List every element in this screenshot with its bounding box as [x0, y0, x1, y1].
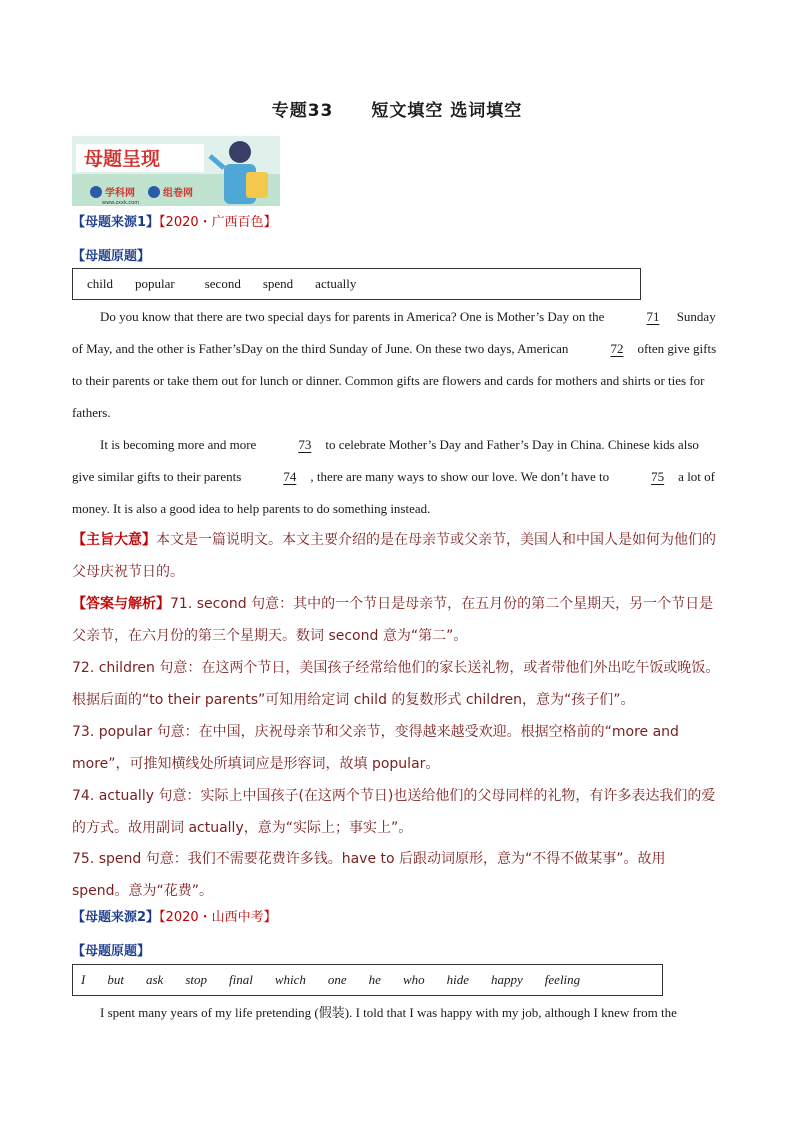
word-i: I: [81, 972, 86, 987]
blank-72: 72: [610, 341, 624, 356]
word-feeling: feeling: [544, 972, 581, 987]
answer-74-text: 句意：实际上中国孩子(在这两个节日)也送给他们的父母同样的礼物，有许多表达我们的爱的方式。故用副词 actually，意为“实际上；事实上”。: [72, 788, 716, 836]
main-idea-label: 【主旨大意】: [72, 532, 156, 548]
source-1-line: [72, 211, 277, 230]
original-label-2: 【母题原题】: [72, 944, 151, 959]
word-ask: ask: [145, 972, 164, 987]
blank-75: 75: [651, 469, 665, 484]
answer-71: [72, 588, 722, 652]
answer-72: [72, 652, 722, 716]
answer-73: [72, 716, 722, 780]
answers-label: 【答案与解析】: [72, 596, 170, 612]
word-who: who: [402, 972, 425, 987]
answer-73-key: 73. popular: [72, 724, 153, 740]
passage-text: a lot of money. It is also a good idea to help parents to do something instead.: [72, 469, 715, 516]
topic-number: 专题33: [271, 101, 334, 121]
main-idea: [72, 524, 722, 588]
source-2-label: 【母题来源2】: [72, 910, 160, 925]
answer-73-text: 句意：在中国，庆祝母亲节和父亲节，变得越来越受欢迎。根据空格前的“more and more”，可推知横线处所填词应是形容词，故填 popular。: [72, 724, 679, 772]
source-2-line: [72, 906, 277, 925]
word-child: child: [87, 276, 113, 291]
topic-name: 短文填空 选词填空: [371, 101, 523, 121]
word-final: final: [228, 972, 253, 987]
answer-72-key: 72. children: [72, 660, 155, 676]
passage-text: often give gifts to their parents or take them out for lunch or dinner. Common gifts are flowers and cards for mothers and shirts or ties for fathers.: [72, 341, 717, 420]
logo-xuekewang: 学科网: [105, 188, 135, 199]
answer-71-key: 71. second: [170, 596, 247, 612]
banner-image: [72, 136, 280, 206]
word-popular: popular: [135, 276, 175, 291]
answer-74: [72, 780, 722, 844]
blank-71: 71: [646, 309, 660, 324]
passage-1-paragraph-1: [72, 301, 722, 429]
passage-text: to celebrate Mother’s Day and Father’s Day in China. Chinese kids also give similar gifts to their parents: [72, 437, 699, 484]
banner-graphic: [72, 136, 280, 206]
source-1-year: 【2020・广西百色】: [159, 215, 277, 230]
word-but: but: [107, 972, 124, 987]
word-he: he: [368, 972, 381, 987]
passage-text: , there are many ways to show our love. We don’t have to: [310, 469, 610, 484]
word-hide: hide: [446, 972, 470, 987]
word-one: one: [327, 972, 347, 987]
blank-73: 73: [298, 437, 312, 452]
answer-75-key: 75. spend: [72, 851, 142, 867]
passage-text: It is becoming more and more: [100, 437, 257, 452]
passage-text: Sunday of May, and the other is Father’sDay on the third Sunday of June. On these two days, American: [72, 309, 716, 356]
answer-72-text: 句意：在这两个节日，美国孩子经常给他们的家长送礼物，或者带他们外出吃午饭或晚饭。根据后面的“to their parents”可知用给定词 child 的复数形式 children，意为“孩子们”。: [72, 660, 720, 708]
logo-zujuanwang: 组卷网: [163, 188, 193, 199]
word-spend: spend: [262, 276, 294, 291]
word-stop: stop: [185, 972, 207, 987]
word-box-2: [72, 964, 663, 996]
banner-heading: 母题呈现: [84, 148, 161, 170]
passage-text: Do you know that there are two special days for parents in America? One is Mother’s Day on the: [100, 309, 605, 324]
answer-75: [72, 843, 722, 907]
answer-71-text: 句意：其中的一个节日是母亲节，在五月份的第二个星期天，另一个节日是父亲节，在六月份的第三个星期天。数词 second 意为“第二”。: [72, 596, 714, 644]
word-which: which: [274, 972, 306, 987]
word-actually: actually: [315, 276, 357, 291]
word-happy: happy: [491, 972, 523, 987]
source-1-label: 【母题来源1】: [72, 215, 160, 230]
word-box-1: [72, 268, 641, 300]
main-idea-text: 本文是一篇说明文。本文主要介绍的是在母亲节或父亲节，美国人和中国人是如何为他们的父母庆祝节日的。: [72, 532, 716, 580]
blank-74: 74: [283, 469, 297, 484]
logo-xuekewang-url: www.zxxk.com: [102, 200, 140, 206]
passage-2-paragraph-1: I spent many years of my life pretending (假装). I told that I was happy with my job, although I knew from the: [100, 1005, 677, 1020]
passage-1-paragraph-2: [72, 429, 722, 525]
answer-74-key: 74. actually: [72, 788, 154, 804]
original-label-1: 【母题原题】: [72, 249, 151, 264]
source-2-year: 【2020・山西中考】: [159, 910, 277, 925]
word-second: second: [204, 276, 241, 291]
answer-75-text: 句意：我们不需要花费许多钱。have to 后跟动词原形，意为“不得不做某事”。故用 spend。意为“花费”。: [72, 851, 666, 899]
page-title: [0, 96, 794, 121]
